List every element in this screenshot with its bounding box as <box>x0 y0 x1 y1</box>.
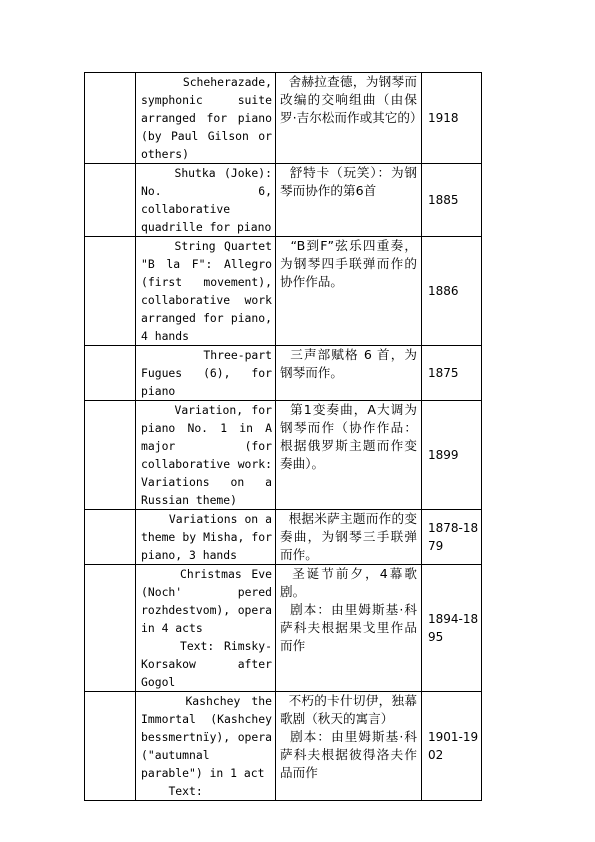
blank-cell <box>85 565 136 692</box>
table-row <box>85 73 482 164</box>
table-row <box>85 510 482 565</box>
chinese-title-cell: 三声部赋格 6 首，为钢琴而作。 <box>276 346 422 401</box>
english-title-cell: Scheherazade, symphonic suite arranged for piano (by Paul Gilson or others) <box>136 73 276 164</box>
english-title-cell: Christmas Eve (Noch' pered rozhdestvom), opera in 4 acts Text: Rimsky-Korsakow after Gogol <box>136 565 276 692</box>
table-row <box>85 401 482 510</box>
blank-cell <box>85 692 136 801</box>
blank-cell <box>85 73 136 164</box>
table-row <box>85 237 482 346</box>
blank-cell <box>85 237 136 346</box>
table-row <box>85 565 482 692</box>
year-cell: 1901-1902 <box>422 692 482 801</box>
blank-cell <box>85 164 136 237</box>
table-row <box>85 346 482 401</box>
blank-cell <box>85 510 136 565</box>
english-title-cell: Variations on a theme by Misha, for piano, 3 hands <box>136 510 276 565</box>
english-title-cell: Kashchey the Immortal (Kashchey bessmertnïy), opera ("autumnal parable") in 1 act Text: <box>136 692 276 801</box>
chinese-title-cell: 舍赫拉查德，为钢琴而改编的交响组曲（由保罗·吉尔松而作或其它的） <box>276 73 422 164</box>
year-cell: 1875 <box>422 346 482 401</box>
table-row <box>85 164 482 237</box>
chinese-title-cell: 舒特卡（玩笑）：为钢琴而协作的第6首 <box>276 164 422 237</box>
english-title-cell: Shutka (Joke): No. 6, collaborative quadrille for piano <box>136 164 276 237</box>
chinese-title-cell: 圣诞节前夕，4幕歌剧。 剧本：由里姆斯基·科萨科夫根据果戈里作品而作 <box>276 565 422 692</box>
year-cell: 1894-1895 <box>422 565 482 692</box>
english-title-cell: Three-part Fugues (6), for piano <box>136 346 276 401</box>
year-cell: 1918 <box>422 73 482 164</box>
year-cell: 1886 <box>422 237 482 346</box>
table-row <box>85 692 482 801</box>
year-cell: 1885 <box>422 164 482 237</box>
english-title-cell: Variation, for piano No. 1 in A major (for collaborative work: Variations on a Russian theme) <box>136 401 276 510</box>
chinese-title-cell: 不朽的卡什切伊，独幕歌剧（秋天的寓言） 剧本：由里姆斯基·科萨科夫根据彼得洛夫作品而作 <box>276 692 422 801</box>
year-cell: 1899 <box>422 401 482 510</box>
blank-cell <box>85 401 136 510</box>
works-table <box>84 72 482 801</box>
year-cell: 1878-1879 <box>422 510 482 565</box>
blank-cell <box>85 346 136 401</box>
chinese-title-cell: “B到F”弦乐四重奏，为钢琴四手联弹而作的协作作品。 <box>276 237 422 346</box>
english-title-cell: String Quartet "B la F": Allegro (first movement), collaborative work arranged for piano, 4 hands <box>136 237 276 346</box>
chinese-title-cell: 第1变奏曲，A大调为钢琴而作（协作作品：根据俄罗斯主题而作变奏曲）。 <box>276 401 422 510</box>
chinese-title-cell: 根据米萨主题而作的变奏曲，为钢琴三手联弹而作。 <box>276 510 422 565</box>
